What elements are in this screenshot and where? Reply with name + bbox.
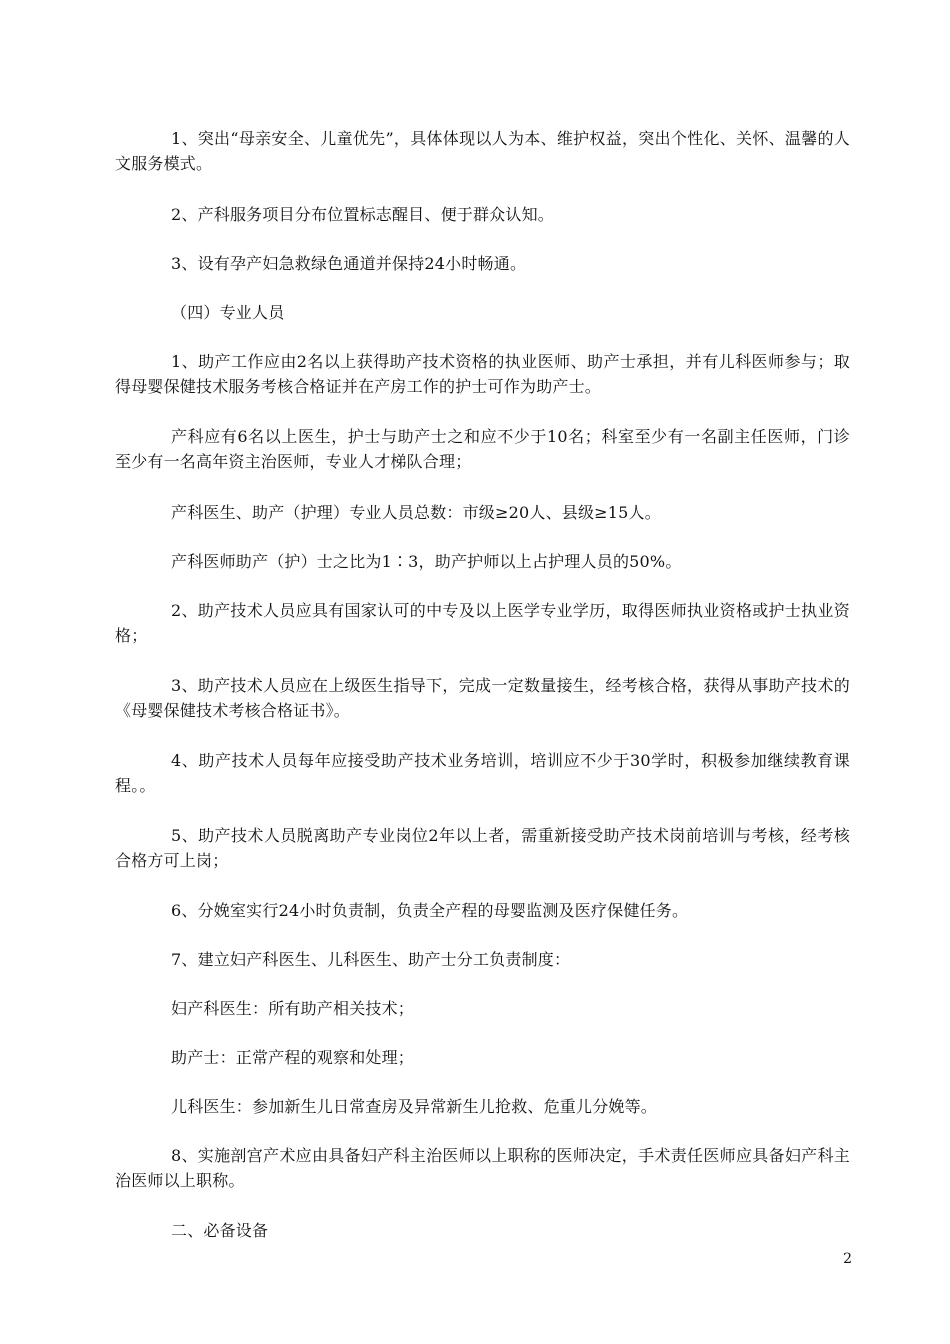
section-heading-required-equipment: 二、必备设备 (171, 1221, 269, 1240)
section-heading-professional-staff: （四）专业人员 (171, 303, 285, 322)
paragraph-14: 妇产科医生：所有助产相关技术； (171, 999, 415, 1018)
paragraph-4: 1、助产工作应由2名以上获得助产技术资格的执业医师、助产士承担，并有儿科医师参与；取得母婴保健技术服务考核合格证并在产房工作的护士可作为助产士。 (115, 352, 850, 396)
paragraph-7: 产科医师助产（护）士之比为1∶3，助产护师以上占护理人员的50%。 (171, 552, 682, 571)
paragraph-16: 儿科医生：参加新生儿日常查房及异常新生儿抢救、危重儿分娩等。 (171, 1097, 658, 1116)
paragraph-9: 3、助产技术人员应在上级医生指导下，完成一定数量接生，经考核合格，获得从事助产技术的《母婴保健技术考核合格证书》。 (115, 676, 850, 720)
paragraph-12: 6、分娩室实行24小时负责制，负责全产程的母婴监测及医疗保健任务。 (171, 901, 689, 920)
paragraph-8: 2、助产技术人员应具有国家认可的中专及以上医学专业学历，取得医师执业资格或护士执业资格； (115, 601, 850, 645)
paragraph-10: 4、助产技术人员每年应接受助产技术业务培训，培训应不少于30学时，积极参加继续教育课程。。 (115, 751, 850, 795)
paragraph-2: 2、产科服务项目分布位置标志醒目、便于群众认知。 (171, 205, 554, 224)
paragraph-1: 1、突出“母亲安全、儿童优先”，具体体现以人为本、维护权益，突出个性化、关怀、温馨的人文服务模式。 (115, 129, 850, 173)
paragraph-5: 产科应有6名以上医生，护士与助产士之和应不少于10名；科室至少有一名副主任医师，门诊至少有一名高年资主治医师，专业人才梯队合理； (115, 427, 850, 471)
paragraph-11: 5、助产技术人员脱离助产专业岗位2年以上者，需重新接受助产技术岗前培训与考核，经考核合格方可上岗； (115, 826, 850, 870)
paragraph-15: 助产士：正常产程的观察和处理； (171, 1048, 415, 1067)
paragraph-17: 8、实施剖宫产术应由具备妇产科主治医师以上职称的医师决定，手术责任医师应具备妇产科主治医师以上职称。 (115, 1146, 850, 1190)
page-number: 2 (843, 1251, 852, 1267)
paragraph-3: 3、设有孕产妇急救绿色通道并保持24小时畅通。 (171, 254, 527, 273)
paragraph-6: 产科医生、助产（护理）专业人员总数：市级≥20人、县级≥15人。 (171, 503, 661, 522)
paragraph-13: 7、建立妇产科医生、儿科医生、助产士分工负责制度： (171, 950, 571, 969)
